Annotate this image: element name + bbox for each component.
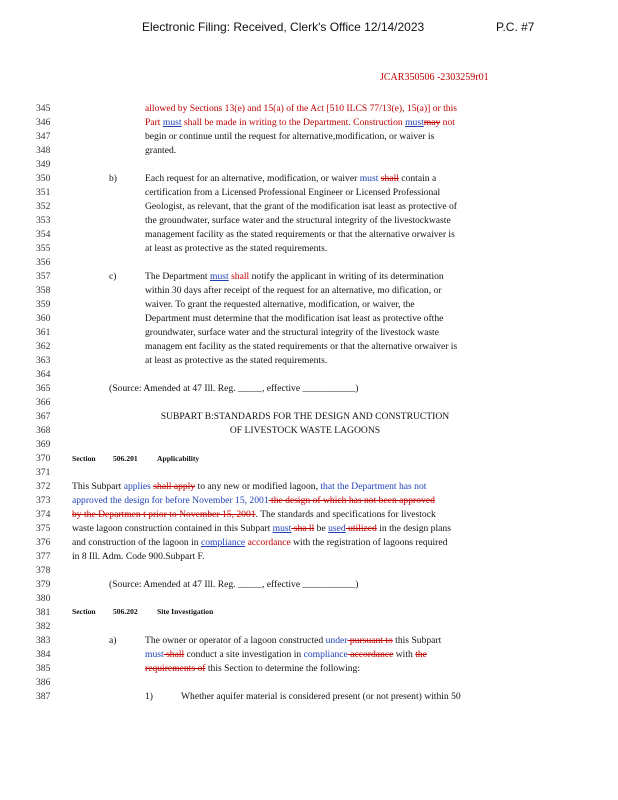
line-number: 365 [36, 383, 51, 394]
deleted-text: shall apply [153, 481, 196, 492]
text-run: Each request for an alternative, modification, or waiver [145, 173, 360, 184]
line-number: 353 [36, 215, 51, 226]
line-number: 374 [36, 509, 51, 520]
line-number: 348 [36, 145, 51, 156]
line-number: 345 [36, 103, 51, 114]
deleted-text: pursuant to [347, 635, 393, 646]
inserted-text: must [359, 173, 379, 184]
text-line-376 [72, 537, 447, 548]
text-line-353: the groundwater, surface water and the structural integrity of the livestockwaste [145, 215, 451, 226]
text-line-351: certification from a Licensed Professional Engineer or Licensed Professional [145, 187, 441, 198]
source-note: (Source: Amended at 47 Ill. Reg. _____, effective ___________) [109, 579, 359, 590]
deleted-text: shall [163, 649, 185, 660]
line-number: 355 [36, 243, 51, 254]
text-line-345: allowed by Sections 13(e) and 15(a) of the Act [510 ILCS 77/13(e), 15(a)] or this [145, 103, 457, 114]
section-label: Section [72, 454, 96, 463]
line-number: 380 [36, 593, 51, 604]
line-number: 351 [36, 187, 51, 198]
deleted-text: accordance [245, 537, 291, 548]
line-number: 352 [36, 201, 51, 212]
inserted-text: must [145, 649, 164, 660]
deleted-text: shall [228, 271, 250, 282]
text-line-372 [72, 481, 426, 492]
text-run: . The standards and specifications for livestock [255, 509, 436, 520]
text-line-383 [145, 635, 441, 646]
text-line-354: management facility as the stated requirements or that the alternative orwaiver is [145, 229, 455, 240]
inserted-text: must [405, 117, 424, 128]
text-line-363: at least as protective as the stated requirements. [145, 355, 328, 366]
text-line-357 [145, 271, 444, 282]
text-run: this Section to determine the following: [205, 663, 361, 674]
text-line-348: granted. [145, 145, 177, 156]
text-run: with the registration of lagoons required [290, 537, 448, 548]
item-label-b: b) [109, 173, 117, 184]
line-number: 367 [36, 411, 51, 422]
line-number: 372 [36, 481, 51, 492]
line-number: 373 [36, 495, 51, 506]
text-line-373 [72, 495, 435, 506]
line-number: 375 [36, 523, 51, 534]
line-number: 381 [36, 607, 51, 618]
text-line-362: managem ent facility as the stated requirements or that the alternative orwaiver is [145, 341, 458, 352]
line-number: 366 [36, 397, 51, 408]
deleted-text: the design of which has not been approved [268, 495, 435, 506]
line-number: 363 [36, 355, 51, 366]
text-run: This Subpart [72, 481, 124, 492]
deleted-text: sha ll [291, 523, 315, 534]
line-number: 356 [36, 257, 51, 268]
line-number: 383 [36, 635, 51, 646]
line-number: 354 [36, 229, 51, 240]
line-number: 387 [36, 691, 51, 702]
text-run: in the design plans [376, 523, 451, 534]
line-number: 359 [36, 299, 51, 310]
text-line-352: Geologist, as relevant, that the grant of the modification isat least as protective of [145, 201, 457, 212]
text-line-346 [145, 117, 455, 128]
text-run: contain a [398, 173, 437, 184]
source-note: (Source: Amended at 47 Ill. Reg. _____, effective ___________) [109, 383, 359, 394]
deleted-text: may [423, 117, 441, 128]
line-number: 386 [36, 677, 51, 688]
line-number: 364 [36, 369, 51, 380]
section-number: 506.202 [113, 607, 138, 616]
line-number: 384 [36, 649, 51, 660]
line-number: 377 [36, 551, 51, 562]
line-number: 370 [36, 453, 51, 464]
line-number: 382 [36, 621, 51, 632]
text-line-385 [145, 663, 360, 674]
text-line-384 [145, 649, 427, 660]
text-run: this Subpart [392, 635, 442, 646]
text-line-360: Department must determine that the modification isat least as protective ofthe [145, 313, 444, 324]
item-label-c: c) [109, 271, 117, 282]
text-run: conduct a site investigation in [184, 649, 304, 660]
text-line-361: groundwater, surface water and the structural integrity of the livestock waste [145, 327, 439, 338]
pc-number: P.C. #7 [496, 20, 535, 34]
inserted-text: must [210, 271, 229, 282]
line-number: 357 [36, 271, 51, 282]
line-number: 349 [36, 159, 51, 170]
text-run: to any new or modified lagoon, [195, 481, 321, 492]
line-number: 371 [36, 467, 51, 478]
subpart-heading-line-2: OF LIVESTOCK WASTE LAGOONS [229, 425, 381, 436]
text-line-387: Whether aquifer material is considered present (or not present) within 50 [181, 691, 461, 702]
line-number: 368 [36, 425, 51, 436]
deleted-text: requirements of [145, 663, 206, 674]
item-label-a: a) [109, 635, 117, 646]
line-number: 346 [36, 117, 51, 128]
line-number: 350 [36, 173, 51, 184]
text-line-375 [72, 523, 451, 534]
text-run: waste lagoon construction contained in this Subpart [72, 523, 273, 534]
deleted-text: utilized [345, 523, 377, 534]
text-run: with [393, 649, 416, 660]
text-line-358: within 30 days after receipt of the request for an alternative, mo dification, or [145, 285, 442, 296]
line-number: 361 [36, 327, 51, 338]
inserted-text: that the Department has not [320, 481, 427, 492]
text-line-347: begin or continue until the request for alternative,modification, or waiver is [145, 131, 435, 142]
text-line-355: at least as protective as the stated requirements. [145, 243, 328, 254]
line-number: 358 [36, 285, 51, 296]
text-run: not [440, 117, 455, 128]
text-run: notify the applicant in writing of its determination [249, 271, 444, 282]
line-number: 369 [36, 439, 51, 450]
line-number: 379 [36, 579, 51, 590]
text-run: shall be made in writing to the Department. Construction [181, 117, 406, 128]
section-number: 506.201 [113, 454, 138, 463]
text-run: be [314, 523, 329, 534]
subpart-heading-line-1: SUBPART B:STANDARDS FOR THE DESIGN AND CONSTRUCTION [160, 411, 450, 422]
deleted-text: by the Departmen t prior to November 15, 2001 [72, 509, 256, 520]
line-number: 376 [36, 537, 51, 548]
inserted-text: applies [123, 481, 151, 492]
text-run: and construction of the lagoon in [72, 537, 201, 548]
section-title: Site Investigation [157, 607, 214, 616]
text-line-374 [72, 509, 436, 520]
text-run: Part [145, 117, 163, 128]
inserted-text: used [328, 523, 346, 534]
deleted-text: accordance [347, 649, 394, 660]
text-run: The owner or operator of a lagoon constructed [145, 635, 326, 646]
text-line-377: in 8 Ill. Adm. Code 900.Subpart F. [72, 551, 205, 562]
filing-header: Electronic Filing: Received, Clerk's Office 12/14/2023 [142, 20, 425, 34]
line-number: 385 [36, 663, 51, 674]
line-number: 362 [36, 341, 51, 352]
inserted-text: approved the design for before November 15, 2001 [72, 495, 269, 506]
line-number: 360 [36, 313, 51, 324]
line-number: 347 [36, 131, 51, 142]
inserted-text: must [162, 117, 182, 128]
text-line-359: waiver. To grant the requested alternative, modification, or waiver, the [145, 299, 415, 310]
item-label-1: 1) [145, 691, 153, 702]
section-title: Applicability [157, 454, 200, 463]
inserted-text: under [325, 635, 348, 646]
deleted-text: the [415, 649, 427, 660]
inserted-text: must [272, 523, 292, 534]
deleted-text: shall [380, 173, 399, 184]
inserted-text: compliance [200, 537, 246, 548]
section-label: Section [72, 607, 96, 616]
text-line-350 [145, 173, 436, 184]
text-run: The Department [145, 271, 210, 282]
inserted-text: compliance [303, 649, 348, 660]
line-number: 378 [36, 565, 51, 576]
jcar-document-id: JCAR350506 -2303259r01 [380, 72, 489, 83]
